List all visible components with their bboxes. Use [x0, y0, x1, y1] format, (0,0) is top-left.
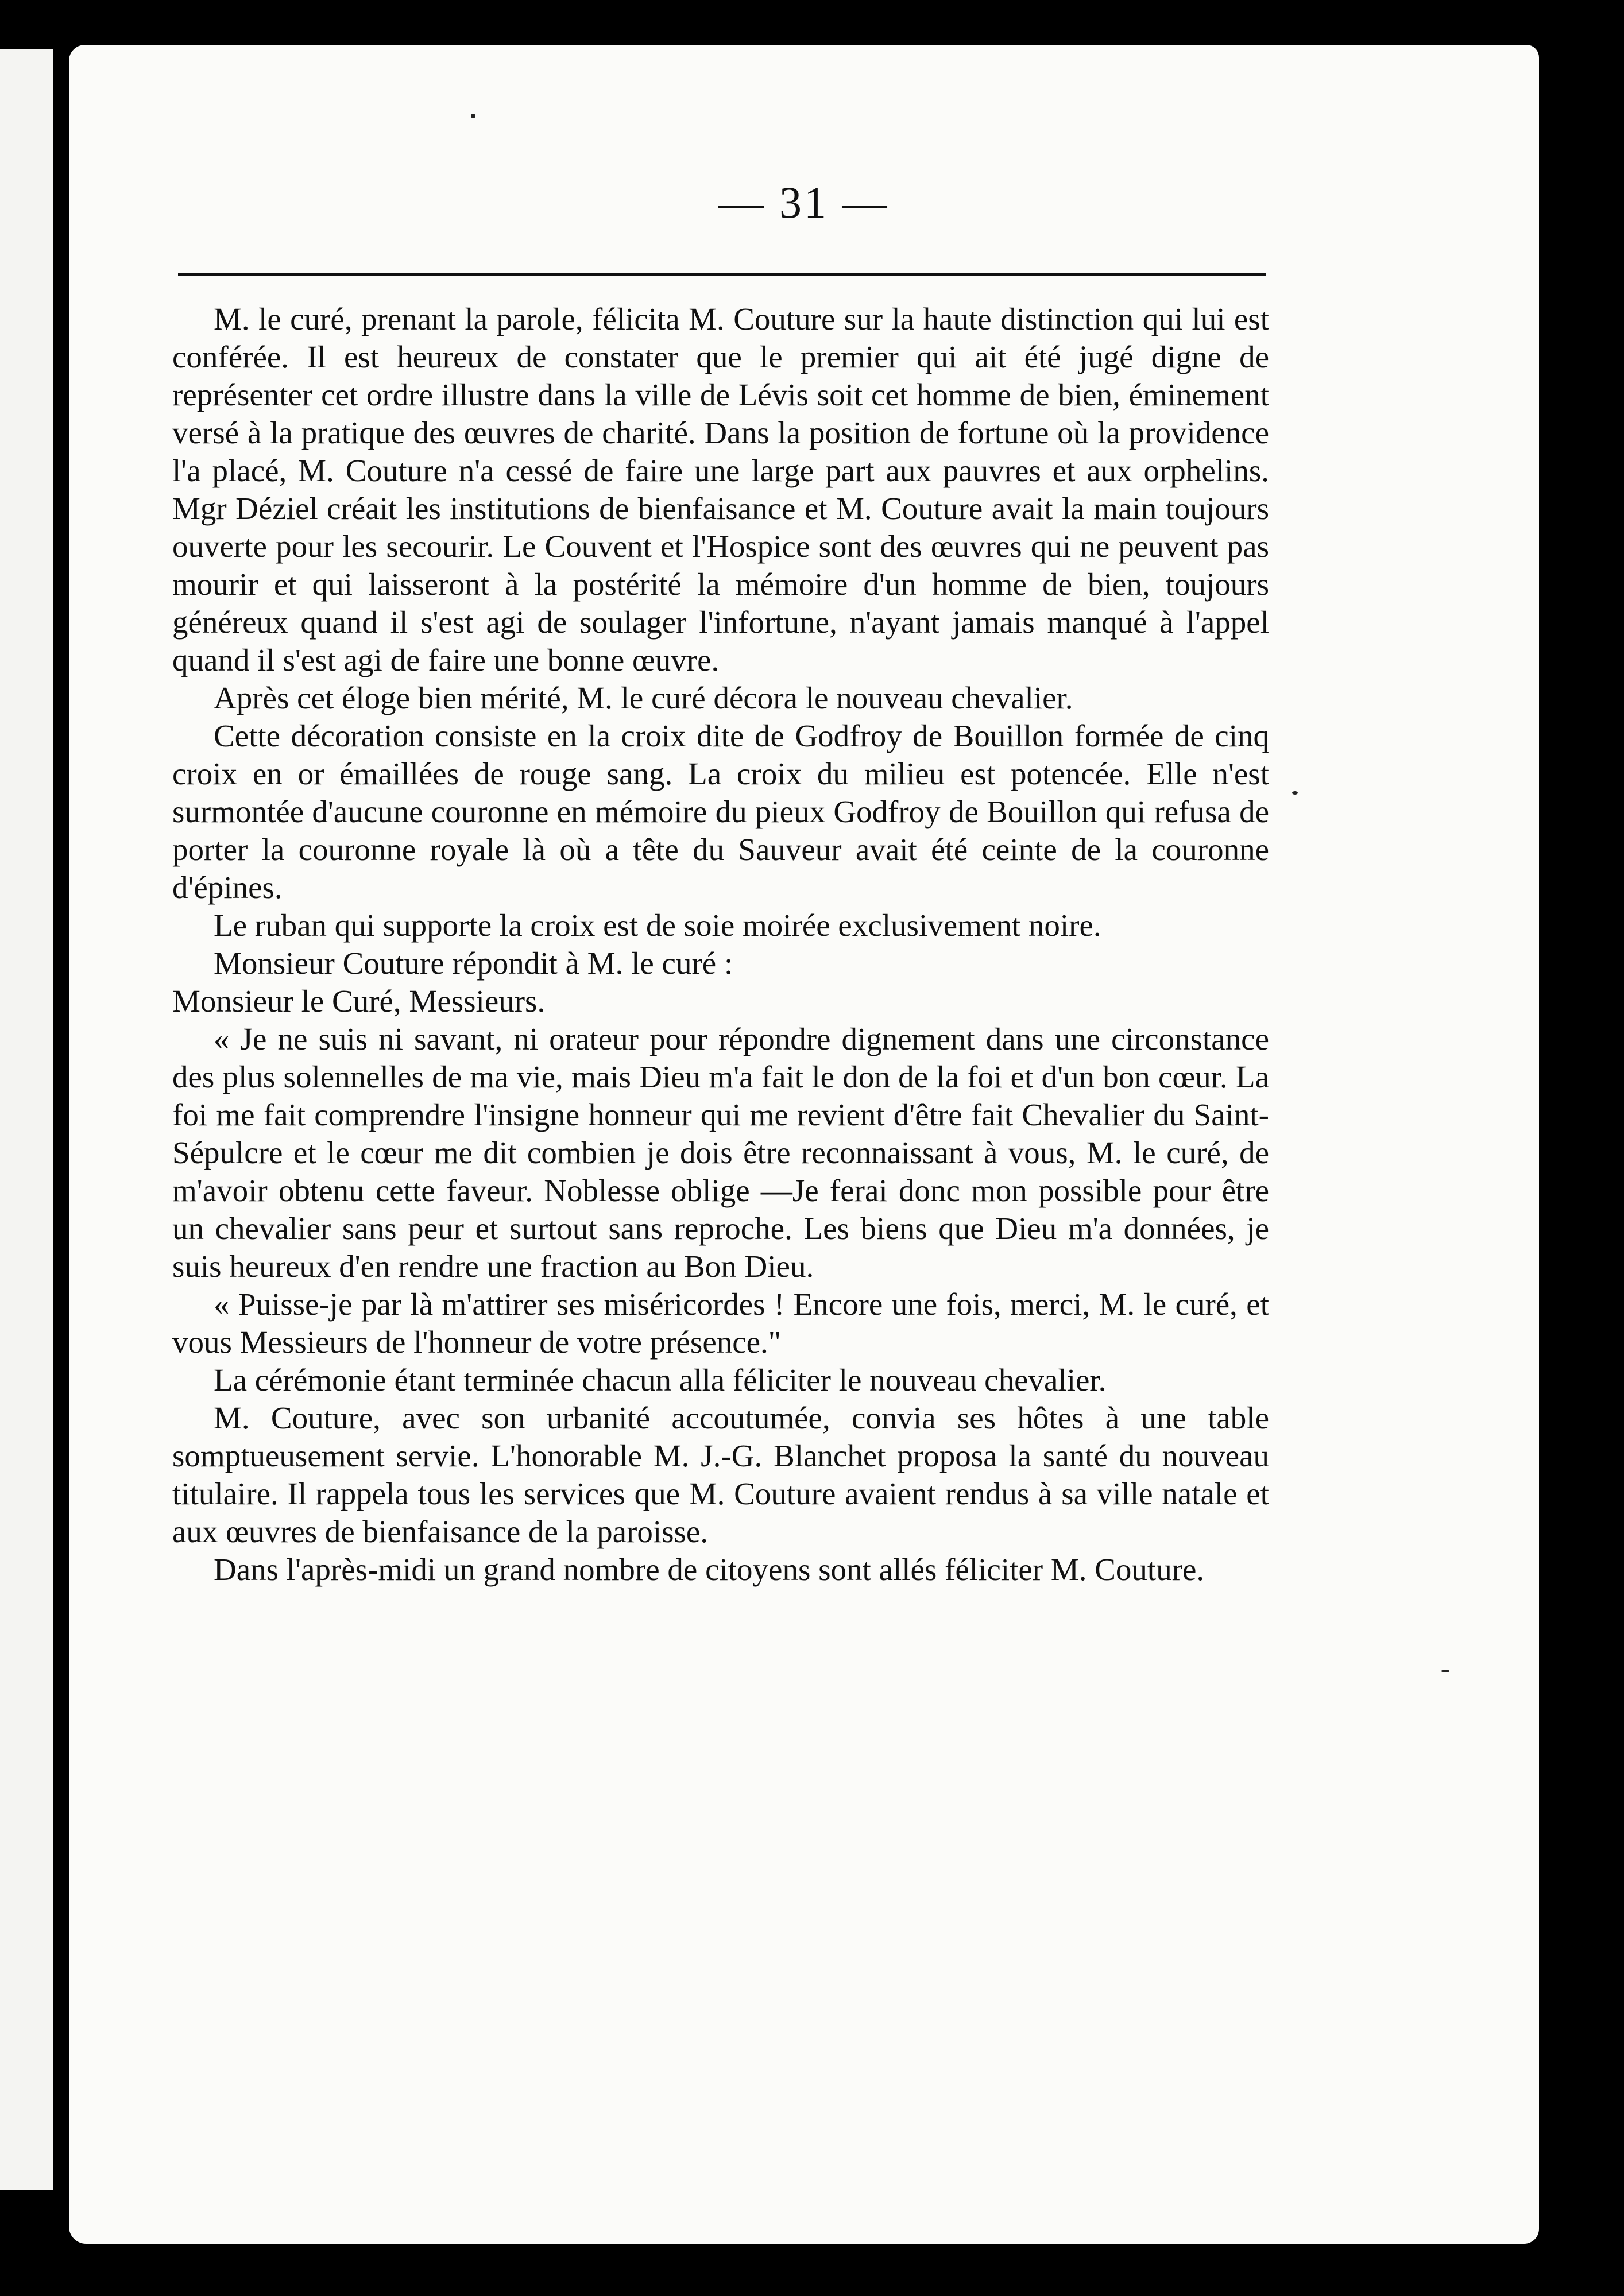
paragraph-banquet: M. Couture, avec son urbanité accoutumée, convia ses hôtes à une table somptueusement servie. L'honorable M. J.-G. Blanchet proposa la santé du nouveau titulaire. Il rappela tous les services que M. Couture avaient rendus à sa ville natale et aux œuvres de bienfaisance de la paroisse. — [172, 1400, 1269, 1549]
paragraph-salutation: Monsieur le Curé, Messieurs. — [172, 984, 546, 1019]
document-page — [69, 45, 1539, 2244]
paragraph-ribbon: Le ruban qui supporte la croix est de soie moirée exclusivement noire. — [214, 908, 1101, 943]
paragraph-reply-intro: Monsieur Couture répondit à M. le curé : — [214, 946, 733, 981]
header-rule — [178, 273, 1266, 276]
paragraph-decoration: Après cet éloge bien mérité, M. le curé décora le nouveau chevalier. — [214, 680, 1073, 715]
scan-speck — [471, 114, 475, 118]
paragraph-couture-thanks: « Puisse-je par là m'attirer ses miséricordes ! Encore une fois, merci, M. le curé, et vous Messieurs de l'honneur de votre présence." — [172, 1287, 1269, 1360]
page-number: — 31 — — [718, 177, 890, 227]
paragraph-afternoon: Dans l'après-midi un grand nombre de citoyens sont allés féliciter M. Couture. — [214, 1552, 1205, 1587]
adjacent-page-edge — [0, 49, 53, 2190]
paragraph-cure-speech: M. le curé, prenant la parole, félicita M. Couture sur la haute distinction qui lui est conférée. Il est heureux de constater que le premier qui ait été jugé digne de représenter cet ordre illustre dans la ville de Lévis soit cet homme de bien, éminement versé à la pratique des œuvres de charité. Dans la position de fortune où la providence l'a placé, M. Couture n'a cessé de faire une large part aux pauvres et aux orphelins. Mgr Déziel créait les institutions de bienfaisance et M. Couture avait la main toujours ouverte pour les secourir. Le Couvent et l'Hospice sont des œuvres qui ne peuvent pas mourir et qui laisseront à la postérité la mémoire d'un homme de bien, toujours généreux quand il s'est agi de soulager l'infortune, n'ayant jamais manqué à l'appel quand il s'est agi de faire une bonne œuvre. — [172, 301, 1269, 677]
paragraph-ceremony-end: La cérémonie étant terminée chacun alla féliciter le nouveau chevalier. — [214, 1362, 1107, 1397]
paragraph-cross-description: Cette décoration consiste en la croix dite de Godfroy de Bouillon formée de cinq croix en or émaillées de rouge sang. La croix du milieu est potencée. Elle n'est surmontée d'aucune couronne en mémoire du pieux Godfroy de Bouillon qui refusa de porter la couronne royale là où a tête du Sauveur avait été ceinte de la couronne d'épines. — [172, 718, 1269, 905]
paragraph-couture-speech: « Je ne suis ni savant, ni orateur pour répondre dignement dans une circonstance des plus solennelles de ma vie, mais Dieu m'a fait le don de la foi et d'un bon cœur. La foi me fait comprendre l'insigne honneur qui me revient d'être fait Chevalier du Saint-Sépulcre et le cœur me dit combien je dois être reconnaissant à vous, M. le curé, de m'avoir obtenu cette faveur. Noblesse oblige —Je ferai donc mon possible pour être un chevalier sans peur et surtout sans reproche. Les biens que Dieu m'a données, je suis heureux d'en rendre une fraction au Bon Dieu. — [172, 1021, 1269, 1284]
body-text — [172, 300, 1269, 1589]
scan-speck — [1441, 1670, 1449, 1672]
scan-speck — [1292, 791, 1298, 795]
